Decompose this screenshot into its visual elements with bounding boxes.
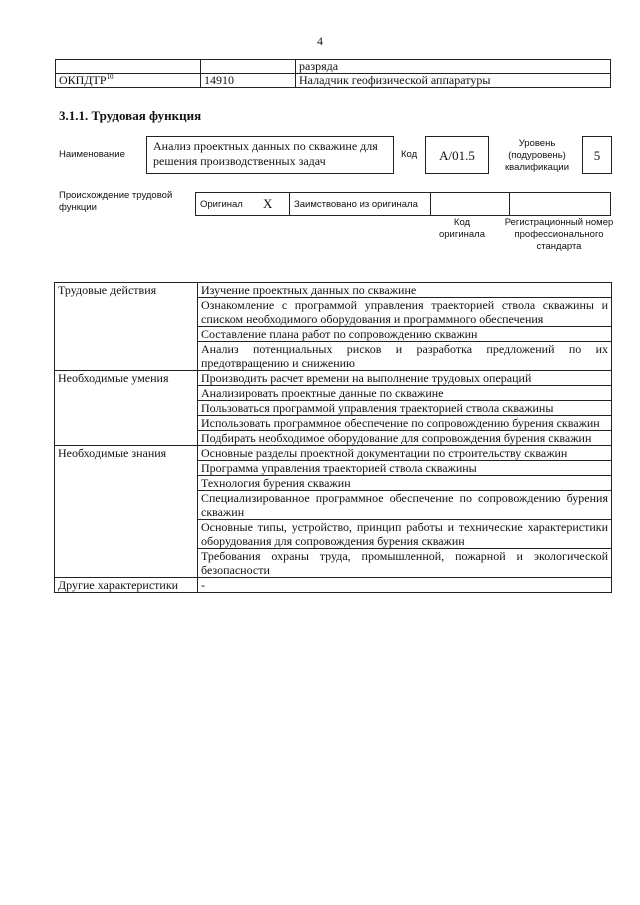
category-cell: Необходимые умения <box>55 371 198 446</box>
table-cell: - <box>198 578 612 593</box>
table-cell: Ознакомление с программой управления траекторией ствола скважины и списком необходимого оборудования и программного обеспечения <box>198 298 612 327</box>
table-cell: Основные разделы проектной документации по строительству скважин <box>198 446 612 461</box>
category-cell: Необходимые знания <box>55 446 198 578</box>
okpdtr-cell: Наладчик геофизической аппаратуры <box>296 74 611 88</box>
reg-caption: Регистрационный номер профессионального стандарта <box>504 217 614 252</box>
reg-number-cell <box>510 193 611 216</box>
okpdtr-cell: 14910 <box>201 74 296 88</box>
original-mark: X <box>259 193 290 216</box>
code-label: Код <box>401 149 418 160</box>
okpdtr-cell <box>201 60 296 74</box>
table-row <box>55 446 612 461</box>
okpdtr-row <box>56 60 611 74</box>
level-value-box: 5 <box>582 136 612 174</box>
okpdtr-table <box>55 59 611 88</box>
name-label: Наименование <box>59 149 125 160</box>
origin-table <box>195 192 611 216</box>
table-cell: Использовать программное обеспечение по сопровождению бурения скважин <box>198 416 612 431</box>
origin-label: Происхождение трудовой функции <box>59 190 173 213</box>
code-caption: Код оригинала <box>438 217 485 240</box>
table-cell: Требования охраны труда, промышленной, пожарной и экологической безопасности <box>198 549 612 578</box>
category-cell: Трудовые действия <box>55 283 198 371</box>
table-cell: Анализ потенциальных рисков и разработка предложений по их предотвращению и снижению <box>198 342 612 371</box>
okpdtr-cell: разряда <box>296 60 611 74</box>
origin-row <box>196 193 611 216</box>
borrowed-label: Заимствовано из оригинала <box>290 193 431 216</box>
table-cell: Составление плана работ по сопровождению скважин <box>198 327 612 342</box>
table-cell: Пользоваться программой управления траекторией ствола скважины <box>198 401 612 416</box>
table-cell: Анализировать проектные данные по скважине <box>198 386 612 401</box>
table-cell: Изучение проектных данных по скважине <box>198 283 612 298</box>
level-label: Уровень (подуровень) квалификации <box>504 138 570 173</box>
table-cell: Программа управления траекторией ствола скважины <box>198 461 612 476</box>
table-cell: Основные типы, устройство, принцип работы и технические характеристики оборудования для сопровождения бурения скважин <box>198 520 612 549</box>
original-code-cell <box>431 193 510 216</box>
page-number: 4 <box>317 34 323 48</box>
okpdtr-cell <box>56 60 201 74</box>
code-value-box: A/01.5 <box>425 136 489 174</box>
category-cell: Другие характеристики <box>55 578 198 593</box>
table-cell: Производить расчет времени на выполнение трудовых операций <box>198 371 612 386</box>
okpdtr-code-cell <box>56 74 201 88</box>
footnote-marker: 10 <box>106 73 114 81</box>
original-label: Оригинал <box>196 193 260 216</box>
okpdtr-row <box>56 74 611 88</box>
section-title: 3.1.1. Трудовая функция <box>59 108 202 123</box>
table-cell: Подбирать необходимое оборудование для сопровождения бурения скважин <box>198 431 612 446</box>
table-row <box>55 578 612 593</box>
table-row <box>55 283 612 298</box>
function-details-table <box>54 282 612 593</box>
table-cell: Специализированное программное обеспечение по сопровождению бурения скважин <box>198 491 612 520</box>
okpdtr-label: ОКПДТР <box>59 73 107 87</box>
table-row <box>55 371 612 386</box>
function-name-box: Анализ проектных данных по скважине для решения производственных задач <box>146 136 394 174</box>
table-cell: Технология бурения скважин <box>198 476 612 491</box>
